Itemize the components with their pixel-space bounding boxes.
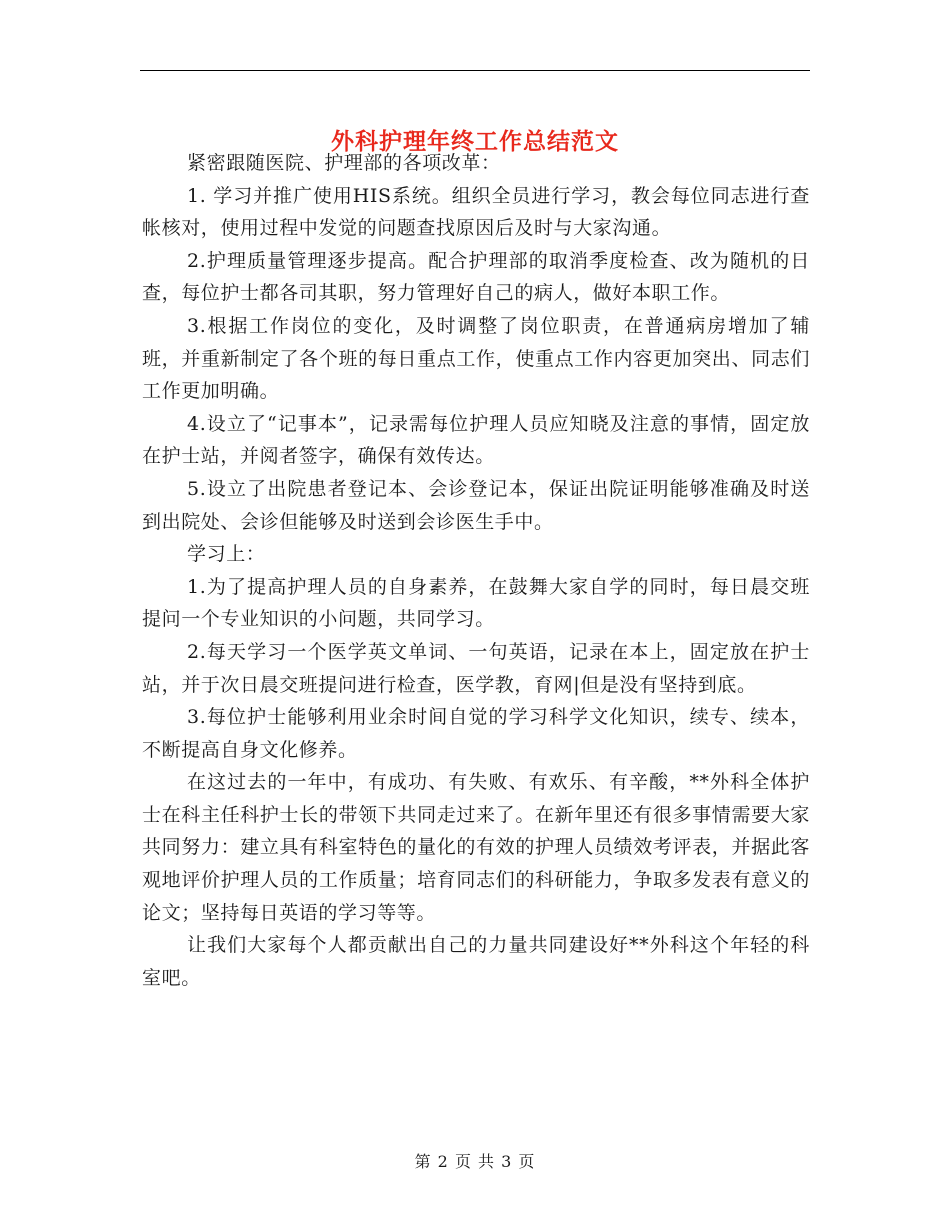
document-title: 外科护理年终工作总结范文 bbox=[331, 128, 619, 156]
paragraph-item-5: 5.设立了出院患者登记本、会诊登记本，保证出院证明能够准确及时送到出院处、会诊但能够及时送到会诊医生手中。 bbox=[142, 477, 810, 533]
paragraph-study-1: 1.为了提高护理人员的自身素养，在鼓舞大家自学的同时，每日晨交班提问一个专业知识的小问题，共同学习。 bbox=[142, 575, 810, 631]
document-body bbox=[142, 147, 810, 994]
paragraph-item-1: 1. 学习并推广使用HIS系统。组织全员进行学习，教会每位同志进行查帐核对，使用过程中发觉的问题查找原因后及时与大家沟通。 bbox=[142, 184, 810, 240]
paragraph-item-4: 4.设立了“记事本”，记录需每位护理人员应知晓及注意的事情，固定放在护士站，并阅者签字，确保有效传达。 bbox=[142, 412, 810, 468]
page-number: 第 2 页 共 3 页 bbox=[414, 1152, 536, 1171]
paragraph-intro: 紧密跟随医院、护理部的各项改革： bbox=[187, 152, 501, 174]
paragraph-study-2: 2.每天学习一个医学英文单词、一句英语，记录在本上，固定放在护士站，并于次日晨交班提问进行检查，医学教，育网|但是没有坚持到底。 bbox=[142, 640, 810, 696]
paragraph-summary: 在这过去的一年中，有成功、有失败、有欢乐、有辛酸，**外科全体护士在科主任科护士长的带领下共同走过来了。在新年里还有很多事情需要大家共同努力：建立具有科室特色的量化的有效的护理人员绩效考评表，并据此客观地评价护理人员的工作质量；培育同志们的科研能力，争取多发表有意义的论文；坚持每日英语的学习等等。 bbox=[142, 771, 810, 924]
paragraph-item-2: 2.护理质量管理逐步提高。配合护理部的取消季度检查、改为随机的日查，每位护士都各司其职，努力管理好自己的病人，做好本职工作。 bbox=[142, 249, 810, 305]
paragraph-closing: 让我们大家每个人都贡献出自己的力量共同建设好**外科这个年轻的科室吧。 bbox=[142, 934, 810, 989]
paragraph-study-heading: 学习上： bbox=[187, 543, 266, 566]
paragraph-item-3: 3.根据工作岗位的变化，及时调整了岗位职责，在普通病房增加了辅班，并重新制定了各个班的每日重点工作，使重点工作内容更加突出、同志们工作更加明确。 bbox=[142, 314, 810, 403]
paragraph-study-3: 3.每位护士能够利用业余时间自觉的学习科学文化知识，续专、续本，不断提高自身文化修养。 bbox=[142, 706, 810, 761]
header-rule bbox=[140, 70, 810, 71]
